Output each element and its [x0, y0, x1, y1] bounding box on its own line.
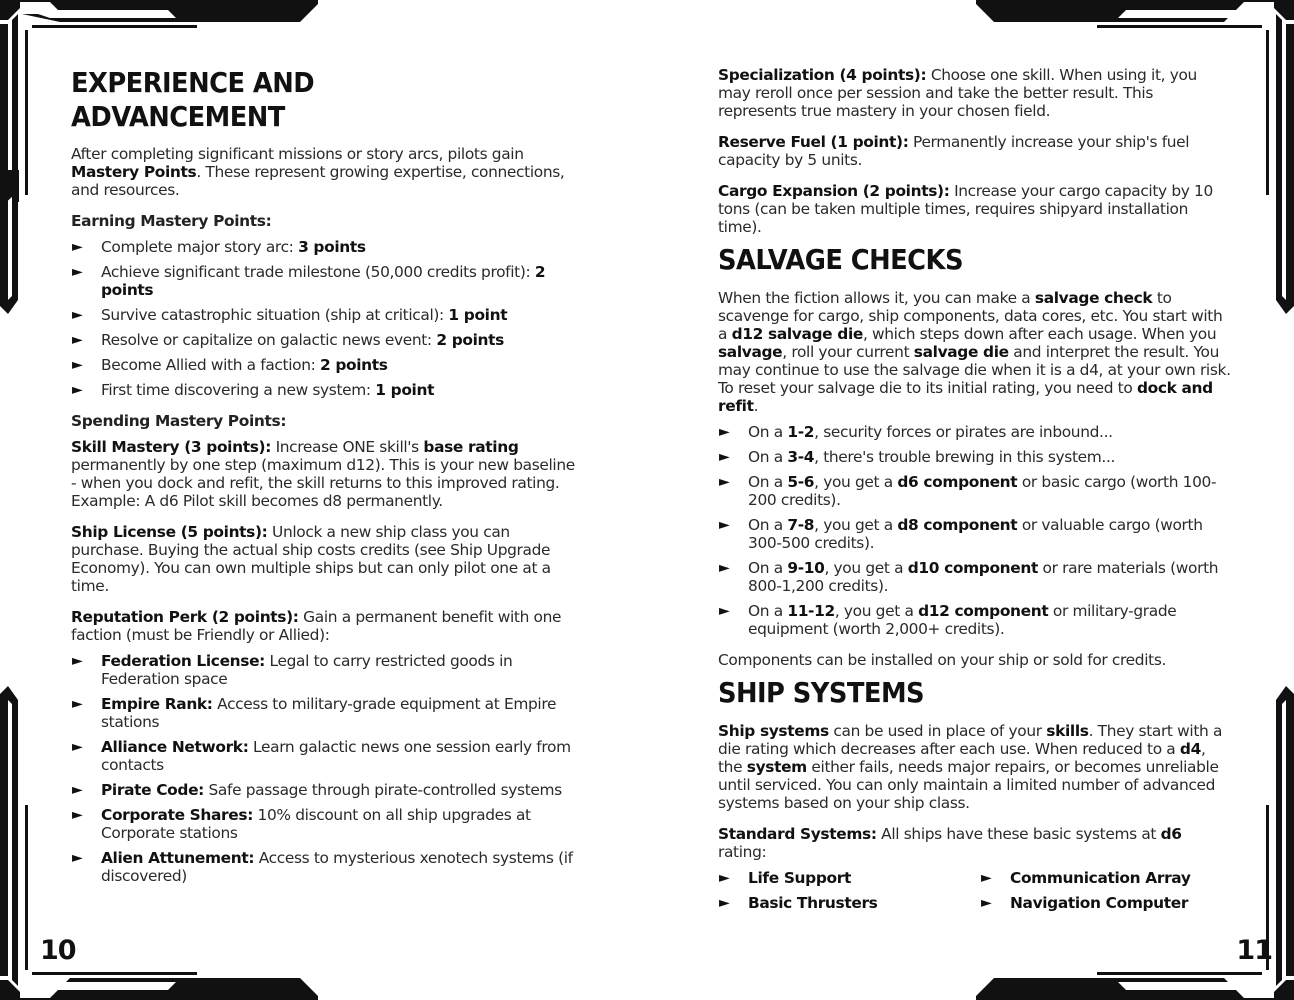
text-run: permanently by one step (maximum d12). This is your new baseline - when you dock and refit, the skill returns to this improved rating. Example: A d6 Pilot skill becomes d8 permanently.	[71, 456, 575, 510]
text-run: On a	[748, 516, 788, 534]
bold-text: Ship License (5 points):	[71, 523, 268, 541]
section-title-experience: EXPERIENCE AND ADVANCEMENT	[71, 66, 315, 133]
text-run: Survive catastrophic situation (ship at critical):	[101, 306, 449, 324]
list-item	[71, 263, 576, 299]
bold-text: salvage check	[1034, 289, 1153, 307]
list-item	[71, 238, 576, 256]
bold-text: Cargo Expansion (2 points):	[718, 182, 950, 200]
list-item	[71, 695, 576, 731]
right-page	[647, 0, 1294, 1000]
text-run: or valuable cargo (worth 300-500 credits).	[748, 516, 1203, 552]
text-run: Become Allied with a faction:	[101, 356, 320, 374]
list-item	[718, 602, 1233, 638]
earning-list	[71, 238, 576, 399]
triangle-right-icon: ►	[72, 850, 83, 866]
bold-text: Federation License:	[101, 652, 265, 670]
triangle-right-icon: ►	[72, 782, 83, 798]
text-run: Unlock a new ship class you can purchase. Buying the actual ship costs credits (see Ship Upgrade Economy). You can own multiple ships but can only pilot one at a time.	[71, 523, 551, 595]
text-run: Resolve or capitalize on galactic news event:	[101, 331, 437, 349]
bold-text: 7-8	[787, 516, 815, 534]
text-run: Safe passage through pirate-controlled systems	[203, 781, 562, 799]
ship-license-paragraph	[71, 523, 576, 595]
bold-text: 5-6	[787, 473, 815, 491]
list-item	[71, 381, 576, 399]
bold-text: Standard Systems:	[718, 825, 877, 843]
bold-text: Alliance Network:	[101, 738, 249, 756]
text-run: On a	[748, 602, 788, 620]
specialization-paragraph	[718, 66, 1233, 120]
bold-text: 1-2	[787, 423, 815, 441]
list-item	[71, 849, 576, 885]
text-run: or military-grade equipment (worth 2,000+ credits).	[748, 602, 1177, 638]
text-run: 10% discount on all ship upgrades at Corporate stations	[101, 806, 531, 842]
page-number-left: 10	[40, 935, 76, 966]
skill-mastery-paragraph	[71, 438, 576, 510]
perk-list	[71, 652, 576, 885]
bold-text: dock and refit	[718, 379, 1213, 415]
list-item	[71, 306, 576, 324]
bold-text: base rating	[423, 438, 519, 456]
text-run: , the	[718, 740, 1206, 776]
triangle-right-icon: ►	[719, 603, 730, 619]
list-item	[718, 559, 1233, 595]
text-run: or basic cargo (worth 100-200 credits).	[748, 473, 1217, 509]
bold-text: d12 component	[918, 602, 1049, 620]
text-run: Legal to carry restricted goods in Federation space	[101, 652, 513, 688]
text-run: All ships have these basic systems at	[876, 825, 1161, 843]
bold-text: d12 salvage die	[731, 325, 863, 343]
text-run: Increase your cargo capacity by 10 tons (can be taken multiple times, requires shipyard installation time).	[718, 182, 1213, 236]
text-run: or rare materials (worth 800-1,200 credits).	[748, 559, 1219, 595]
text-run: Complete major story arc:	[101, 238, 299, 256]
reputation-perk-paragraph	[71, 608, 576, 644]
triangle-right-icon: ►	[72, 332, 83, 348]
text-run: can be used in place of your	[828, 722, 1047, 740]
bold-text: d4	[1179, 740, 1201, 758]
text-run: , roll your current	[782, 343, 914, 361]
text-run: either fails, needs major repairs, or becomes unreliable until serviced. You can only maintain a limited number of advanced systems based on your ship class.	[718, 758, 1219, 812]
triangle-right-icon: ►	[72, 239, 83, 255]
salvage-intro-paragraph	[718, 289, 1233, 415]
triangle-right-icon: ►	[72, 653, 83, 669]
salvage-result-list	[718, 423, 1233, 638]
standard-system-item: ► Life Support	[719, 869, 851, 887]
bold-text: salvage die	[913, 343, 1009, 361]
bold-text: d10 component	[907, 559, 1038, 577]
triangle-right-icon: ►	[719, 424, 730, 440]
bold-text: Corporate Shares:	[101, 806, 253, 824]
text-run: rating:	[718, 843, 767, 861]
triangle-right-icon: ►	[719, 895, 730, 911]
text-run: First time discovering a new system:	[101, 381, 376, 399]
list-item	[718, 516, 1233, 552]
bold-text: skills	[1046, 722, 1089, 740]
bold-text: Pirate Code:	[101, 781, 204, 799]
triangle-right-icon: ►	[719, 560, 730, 576]
section-title-salvage: SALVAGE CHECKS	[718, 243, 963, 276]
text-run: .	[753, 397, 759, 415]
triangle-right-icon: ►	[981, 895, 992, 911]
text-run: , you get a	[824, 559, 908, 577]
list-item	[718, 473, 1233, 509]
text-run: After completing significant missions or story arcs, pilots gain	[71, 145, 524, 163]
bold-text: system	[746, 758, 807, 776]
triangle-right-icon: ►	[72, 357, 83, 373]
intro-paragraph	[71, 145, 576, 199]
bold-text: d6	[1160, 825, 1182, 843]
bold-text: Reputation Perk (2 points):	[71, 608, 299, 626]
list-item	[71, 652, 576, 688]
standard-systems-list	[718, 869, 1233, 919]
text-run: When the fiction allows it, you can make a	[718, 289, 1035, 307]
standard-system-item: ► Navigation Computer	[981, 894, 1189, 912]
cargo-expansion-paragraph	[718, 182, 1233, 236]
text-run: , you get a	[834, 602, 919, 620]
bold-text: 11-12	[787, 602, 835, 620]
bold-text: Skill Mastery (3 points):	[71, 438, 272, 456]
text-run: to scavenge for cargo, ship components, data cores, etc. You start with a	[718, 289, 1223, 343]
text-run: Permanently increase your ship's fuel capacity by 5 units.	[718, 133, 1190, 169]
text-run: Achieve significant trade milestone (50,000 credits profit):	[101, 263, 535, 281]
bold-text: 3 points	[298, 238, 366, 256]
standard-system-item: ► Basic Thrusters	[719, 894, 878, 912]
triangle-right-icon: ►	[981, 870, 992, 886]
bold-text: Alien Attunement:	[101, 849, 255, 867]
bold-text: Ship systems	[718, 722, 829, 740]
text-run: Learn galactic news one session early from contacts	[101, 738, 571, 774]
triangle-right-icon: ►	[72, 307, 83, 323]
triangle-right-icon: ►	[72, 264, 83, 280]
text-run: Access to military-grade equipment at Empire stations	[101, 695, 557, 731]
bold-text: 2 points	[320, 356, 388, 374]
triangle-right-icon: ►	[719, 474, 730, 490]
bold-text: salvage	[718, 343, 783, 361]
bold-text: d6 component	[897, 473, 1018, 491]
text-run: On a	[748, 559, 788, 577]
text-run: and interpret the result. You may continue to use the salvage die when it is a d4, at your own risk. To reset your salvage die to its initial rating, you need to	[718, 343, 1231, 397]
list-item	[71, 331, 576, 349]
components-note: Components can be installed on your ship or sold for credits.	[718, 651, 1167, 669]
bold-text: Empire Rank:	[101, 695, 213, 713]
text-run: , you get a	[814, 516, 898, 534]
text-run: On a	[748, 423, 788, 441]
text-run: , which steps down after each usage. When you	[862, 325, 1217, 343]
bold-text: 1 point	[375, 381, 435, 399]
bold-text: Specialization (4 points):	[718, 66, 927, 84]
list-item	[718, 448, 1233, 466]
text-run: Gain a permanent benefit with one faction (must be Friendly or Allied):	[71, 608, 562, 644]
bold-text: 3-4	[787, 448, 815, 466]
text-run: , there's trouble brewing in this system...	[814, 448, 1116, 466]
earning-heading: Earning Mastery Points:	[71, 212, 272, 230]
bold-text: 1 point	[448, 306, 508, 324]
triangle-right-icon: ►	[719, 870, 730, 886]
text-run: . They start with a die rating which decreases after each use. When reduced to a	[718, 722, 1223, 758]
list-item	[71, 738, 576, 774]
text-run: . These represent growing expertise, connections, and resources.	[71, 163, 565, 199]
list-item	[718, 423, 1233, 441]
text-run: , you get a	[814, 473, 898, 491]
section-title-ship-systems: SHIP SYSTEMS	[718, 676, 925, 709]
page-number-right: 11	[1236, 935, 1272, 966]
bold-text: 2 points	[101, 263, 546, 299]
triangle-right-icon: ►	[719, 517, 730, 533]
text-run: , security forces or pirates are inbound...	[814, 423, 1113, 441]
list-item	[71, 806, 576, 842]
right-column	[718, 66, 1233, 932]
triangle-right-icon: ►	[719, 449, 730, 465]
left-column	[71, 66, 576, 898]
triangle-right-icon: ►	[72, 382, 83, 398]
text-run: On a	[748, 473, 788, 491]
bold-text: Mastery Points	[71, 163, 197, 181]
triangle-right-icon: ►	[72, 696, 83, 712]
bold-text: Reserve Fuel (1 point):	[718, 133, 909, 151]
triangle-right-icon: ►	[72, 739, 83, 755]
standard-system-item: ► Communication Array	[981, 869, 1191, 887]
text-run: Increase ONE skill's	[271, 438, 424, 456]
list-item	[71, 356, 576, 374]
text-run: On a	[748, 448, 788, 466]
text-run: Access to mysterious xenotech systems (if discovered)	[101, 849, 573, 885]
text-run: Choose one skill. When using it, you may reroll once per session and take the better result. This represents true mastery in your chosen field.	[718, 66, 1197, 120]
systems-intro-paragraph	[718, 722, 1233, 812]
list-item	[71, 781, 576, 799]
spending-heading: Spending Mastery Points:	[71, 412, 287, 430]
reserve-fuel-paragraph	[718, 133, 1233, 169]
triangle-right-icon: ►	[72, 807, 83, 823]
bold-text: d8 component	[897, 516, 1018, 534]
standard-systems-paragraph	[718, 825, 1233, 861]
bold-text: 9-10	[787, 559, 825, 577]
bold-text: 2 points	[436, 331, 504, 349]
